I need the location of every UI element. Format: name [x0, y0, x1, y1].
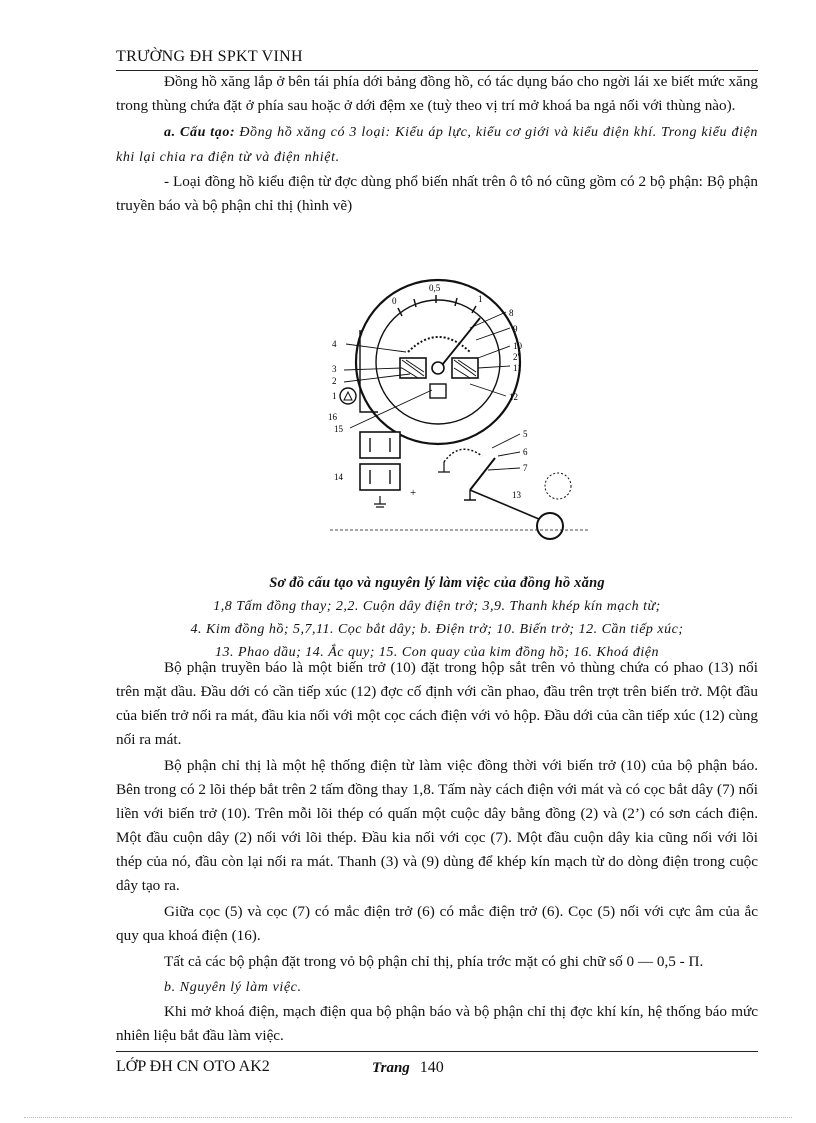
intro-paragraph: Đồng hồ xăng lắp ở bên tái phía dới bảng đồng hồ, có tác dụng báo cho ngời lái xe biết mức xăng trong thùng chứa đặt ở phía sau hoặc ở dới đệm xe (tuỳ theo vị trí mở khoá ba ngả nối với thùng nào). [116, 73, 758, 114]
caption-line-2: 4. Kim đồng hồ; 5,7,11. Cọc bắt dây; b. Điện trở; 10. Biến trở; 12. Cần tiếp xúc; [190, 622, 684, 637]
float-arm [470, 490, 546, 522]
battery-plus: + [410, 487, 417, 499]
terminal-paragraph: Giữa cọc (5) và cọc (7) có mắc điện trở (6) có mắc điện trở (6). Cọc (5) nối với cực âm của ắc quy qua khoá điện (16). [116, 903, 758, 944]
section-a-label: a. Cấu tạo: [164, 125, 236, 140]
label-9: 12 [509, 392, 518, 402]
sender-paragraph: Bộ phận truyền báo là một biến trở (10) đặt trong hộp sắt trên vỏ thùng chứa có phao (13) nổi trên mặt dầu. Đầu dới có cần tiếp xúc (12) đợc cố định với cần phao, đầu trên trợt trên biến trở. Một đầu của biến trở nối ra mát, đầu kia nối với một cọc cách điện với vỏ hộp. Đầu dới của cần tiếp xúc (12) cùng nối ra mát. [116, 659, 758, 748]
gauge-type-paragraph: - Loại đồng hồ kiểu điện từ đợc dùng phổ biến nhất trên ô tô nó cũng gồm có 2 bộ phận: Bộ phận truyền báo và bộ phận chỉ thị (hình vẽ) [116, 173, 758, 214]
page-number [372, 1059, 444, 1077]
section-a [116, 120, 758, 170]
page-number-value: 140 [419, 1059, 444, 1076]
indicator-paragraph: Bộ phận chỉ thị là một hệ thống điện từ làm việc đồng thời với biến trở (10) của bộ phận báo. Bên trong có 2 lõi thép bắt trên 2 tấm đồng thay 1,8. Tấm này cách điện với mát và có cọc bắt dây (7) nối liền với biến trở (10). Trên mỗi lõi thép có quấn một cuộc dây bằng đồng (2) và (2’) có sơn cách điện. Một đầu cuộn dây (2) nối với lõi thép. Đầu kia nối với cọc (7). Một đầu cuộn dây kia cũng nối với lõi thép của nó, đầu còn lại nối ra mát. Thanh (3) và (9) dùng để khép kín mạch từ do dòng điện trong cuộc dây tạo ra. [116, 757, 758, 894]
operation-paragraph: Khi mở khoá điện, mạch điện qua bộ phận báo và bộ phận chỉ thị đợc khí kín, hệ thống báo mức nhiên liệu bắt đầu làm việc. [116, 1003, 758, 1044]
label-8: 11 [513, 363, 522, 373]
label-11: 6 [523, 447, 528, 457]
scale-paragraph: Tất cả các bộ phận đặt trong vỏ bộ phận chỉ thị, phía trớc mặt có ghi chữ số 0 — 0,5 - Π. [164, 953, 704, 970]
armature [432, 362, 444, 374]
label-15: 15 [334, 424, 343, 434]
page-header: TRƯỜNG ĐH SPKT VINH [116, 48, 303, 65]
label-5: 8 [509, 308, 514, 318]
label-14: 14 [334, 472, 343, 482]
label-16: 16 [328, 412, 337, 422]
caption-title: Sơ đồ cấu tạo và nguyên lý làm việc của đồng hồ xăng [269, 575, 605, 591]
page-bottom-dotted-line [24, 1117, 792, 1118]
label-7: 10 [513, 341, 522, 351]
footer-rule [116, 1051, 758, 1052]
gear-sector [408, 337, 470, 352]
scale-label-0: 0 [392, 296, 397, 306]
section-b-heading: b. Nguyên lý làm việc. [164, 980, 302, 995]
scale-label-half: 0,5 [429, 283, 441, 293]
label-2: 2 [332, 376, 337, 386]
intro-section [116, 70, 758, 218]
float [537, 513, 563, 539]
caption-line-3: 13. Phao dầu; 14. Ắc quy; 15. Con quay của kim đồng hồ; 16. Khoá điện [215, 645, 659, 660]
battery [360, 432, 400, 458]
label-6: 9 [513, 324, 518, 334]
caption-line-1: 1,8 Tấm đồng thay; 2,2. Cuộn dây điện trở; 3,9. Thanh khép kín mạch từ; [213, 599, 661, 614]
ignition-switch [340, 388, 356, 404]
rheostat [444, 449, 482, 462]
page-word: Trang [372, 1060, 410, 1076]
label-2prime: 2' [513, 352, 520, 362]
label-13: 13 [512, 490, 521, 500]
figure-caption [116, 572, 758, 664]
label-12: 7 [523, 463, 528, 473]
main-text [116, 656, 758, 1048]
label-3: 3 [332, 364, 337, 374]
section-a-text: Đồng hồ xăng có 3 loại: Kiểu áp lực, kiểu cơ giới và kiểu điện khí. Trong kiểu điện khi lại chia ra điện từ và điện nhiệt. [116, 125, 758, 165]
fuel-gauge-diagram [320, 272, 588, 557]
contact-arm [470, 458, 495, 490]
label-1: 1 [332, 391, 337, 401]
label-4: 4 [332, 339, 337, 349]
label-10: 5 [523, 429, 528, 439]
footer-class-name: LỚP ĐH CN OTO AK2 [116, 1058, 270, 1075]
scale-label-1: 1 [478, 294, 483, 304]
